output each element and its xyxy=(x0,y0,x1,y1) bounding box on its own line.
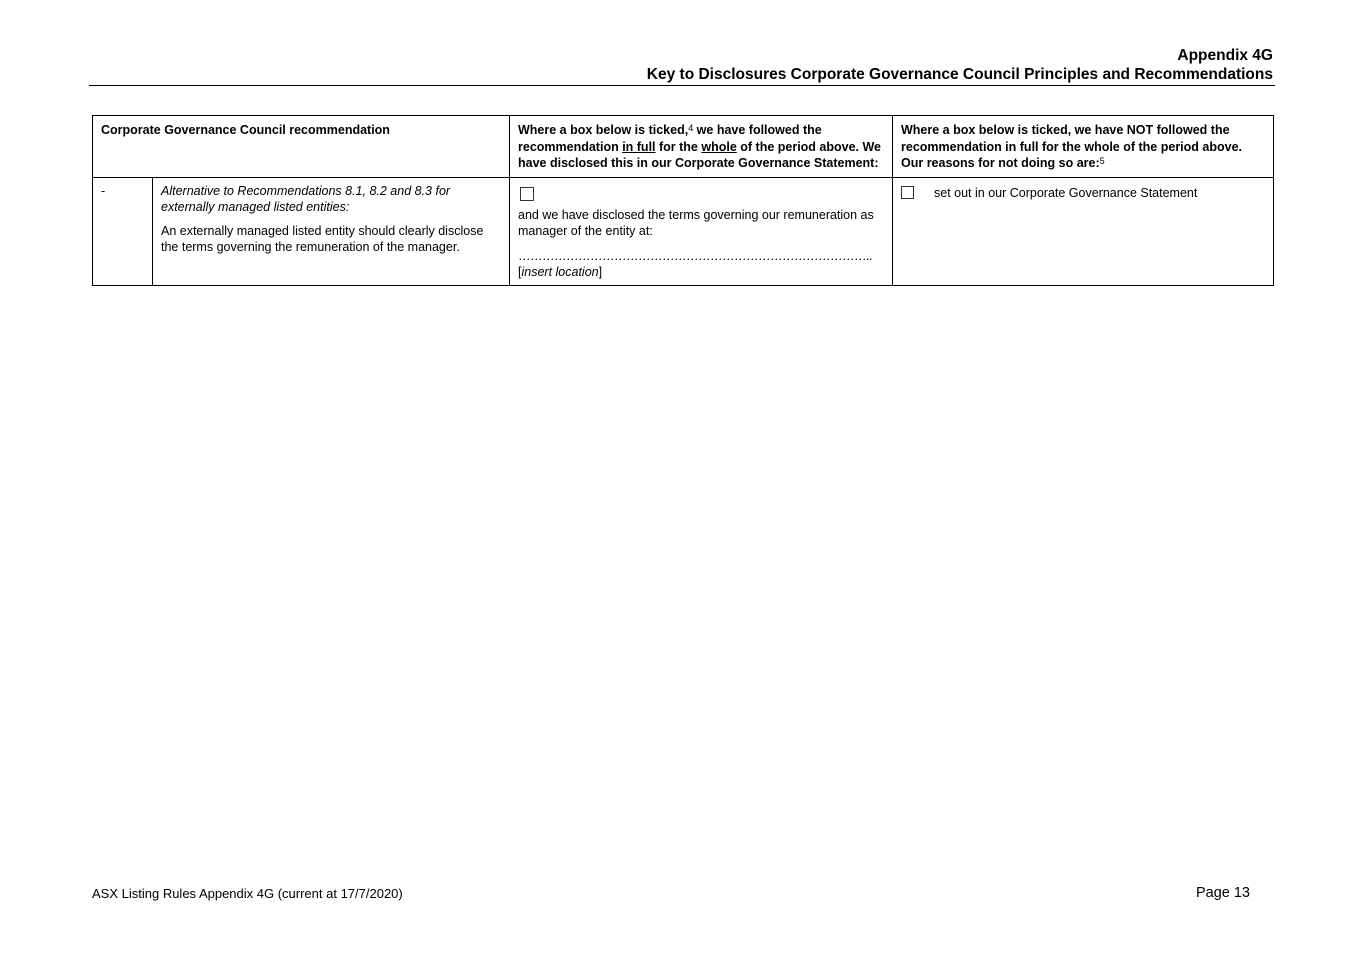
not-followed-text: set out in our Corporate Governance Statement xyxy=(934,185,1198,200)
followed-text: and we have disclosed the terms governing our remuneration as manager of the entity at: xyxy=(518,207,874,238)
footer-document-info: ASX Listing Rules Appendix 4G (current at 17/7/2020) xyxy=(92,886,403,901)
header-subtitle: Key to Disclosures Corporate Governance Council Principles and Recommendations xyxy=(646,66,1273,83)
footer-page-number: Page 13 xyxy=(1195,885,1250,901)
page-header xyxy=(647,46,1273,84)
footnote-5: 5 xyxy=(1099,156,1105,166)
table-row xyxy=(93,177,1274,285)
recommendation-cell xyxy=(153,177,510,285)
insert-location: [insert location] xyxy=(518,265,603,279)
header-title: Appendix 4G xyxy=(1177,47,1273,64)
footnote-4: 4 xyxy=(688,123,694,133)
recommendation-body: An externally managed listed entity should clearly disclose the terms governing the remuneration of the manager. xyxy=(161,223,484,254)
recommendations-table xyxy=(92,115,1274,286)
col-not-followed-header: Where a box below is ticked, we have NOT followed the recommendation in full for the whole of the period above. Our reasons for not doing so are:$^5$ xyxy=(893,116,1274,178)
location-dotted-line: …………………………………………………………………………….. xyxy=(518,248,872,263)
recommendation-title: Alternative to Recommendations 8.1, 8.2 and 8.3 for externally managed listed entities: xyxy=(161,183,451,214)
not-followed-checkbox[interactable] xyxy=(901,186,914,199)
not-followed-cell xyxy=(893,177,1274,285)
col-recommendation-header: Corporate Governance Council recommendation xyxy=(93,116,510,178)
col-followed-header: Where a box below is ticked,$^4$ we have followed the recommendation in full for the whole of the period above. We have disclosed this in our Corporate Governance Statement: xyxy=(510,116,893,178)
table-header-row xyxy=(93,116,1274,178)
followed-cell xyxy=(510,177,893,285)
row-number: - xyxy=(93,177,153,285)
followed-checkbox[interactable] xyxy=(520,187,534,201)
header-rule xyxy=(89,85,1275,86)
